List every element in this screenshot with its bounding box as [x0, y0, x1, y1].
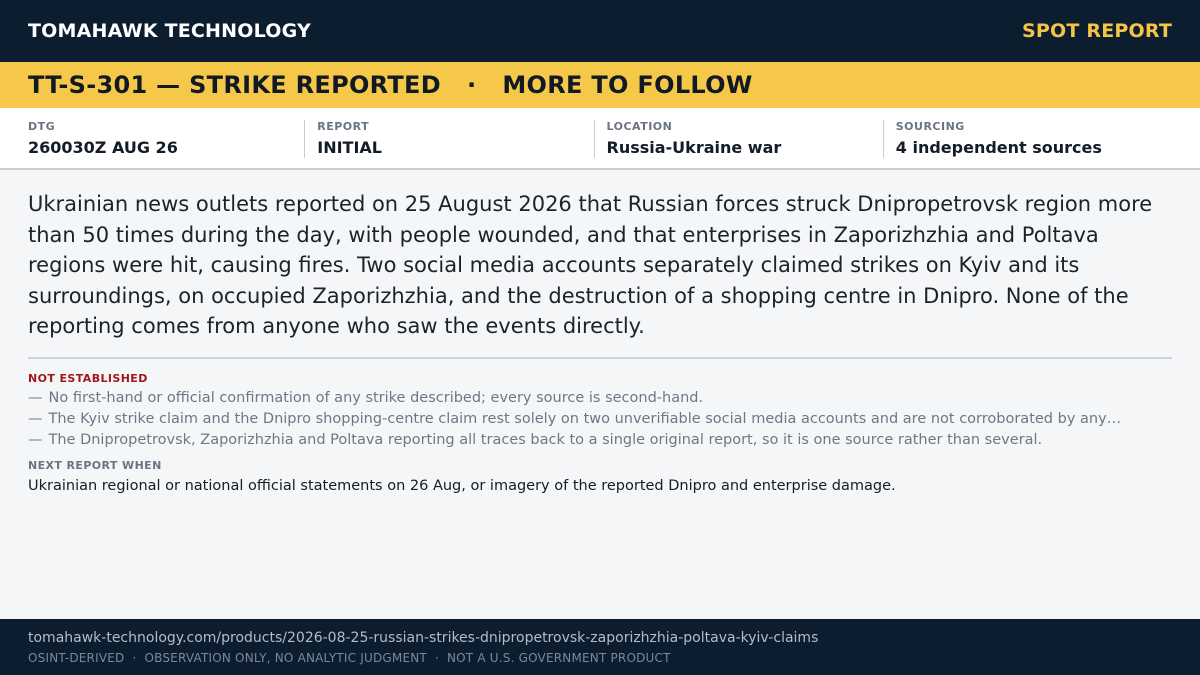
disclaimer-separator: · — [132, 651, 137, 665]
meta-report — [304, 120, 593, 158]
report-kind: SPOT REPORT — [1022, 20, 1172, 42]
footer-disclaimers — [28, 650, 1172, 666]
not-established-label: NOT ESTABLISHED — [28, 372, 148, 385]
meta-dtg-value: 260030Z AUG 26 — [28, 138, 178, 157]
meta-location — [594, 120, 883, 158]
section-divider — [28, 357, 1172, 359]
disclaimer-not-usg: NOT A U.S. GOVERNMENT PRODUCT — [446, 651, 671, 665]
footer — [0, 619, 1200, 675]
meta-dtg-label: DTG — [28, 120, 56, 133]
meta-sourcing-value: 4 independent sources — [895, 138, 1102, 157]
top-bar — [0, 0, 1200, 62]
headline-follow: MORE TO FOLLOW — [502, 71, 753, 99]
list-item-text: The Kyiv strike claim and the Dnipro shopping-centre claim rest solely on two unverifiable social media accounts and are not corroborated by any… — [48, 411, 1122, 427]
headline-separator: · — [466, 71, 477, 99]
meta-report-value: INITIAL — [317, 138, 382, 157]
footer-url[interactable]: tomahawk-technology.com/products/2026-08-25-russian-strikes-dnipropetrovsk-zaporizhzhia-poltava-kyiv-claims — [28, 630, 819, 646]
list-item-text: No first-hand or official confirmation of any strike described; every source is second-hand. — [48, 390, 704, 406]
meta-report-label: REPORT — [317, 120, 370, 133]
meta-dtg — [28, 120, 304, 158]
list-item — [28, 409, 1172, 430]
next-report-label: NEXT REPORT WHEN — [28, 459, 162, 472]
meta-location-value: Russia-Ukraine war — [606, 138, 782, 157]
disclaimer-observation: OBSERVATION ONLY, NO ANALYTIC JUDGMENT — [144, 651, 427, 665]
disclaimer-separator: · — [434, 651, 439, 665]
list-item — [28, 430, 1172, 451]
disclaimer-osint: OSINT-DERIVED — [28, 651, 125, 665]
not-established-list — [28, 388, 1172, 451]
brand-name: TOMAHAWK TECHNOLOGY — [28, 20, 311, 42]
dash-marker: — — [28, 390, 43, 406]
headline-banner — [0, 62, 1200, 108]
meta-strip — [0, 108, 1200, 170]
headline-title: TT-S-301 — STRIKE REPORTED — [28, 71, 441, 99]
dash-marker: — — [28, 411, 43, 427]
list-item-text: The Dnipropetrovsk, Zaporizhzhia and Poltava reporting all traces back to a single original report, so it is one source rather than several. — [48, 432, 1043, 448]
next-report-text: Ukrainian regional or national official statements on 26 Aug, or imagery of the reported Dnipro and enterprise damage. — [28, 478, 896, 494]
meta-sourcing — [883, 120, 1172, 158]
meta-sourcing-label: SOURCING — [895, 120, 965, 133]
dash-marker: — — [28, 432, 43, 448]
meta-location-label: LOCATION — [606, 120, 673, 133]
list-item — [28, 388, 1172, 409]
summary-paragraph: Ukrainian news outlets reported on 25 August 2026 that Russian forces struck Dnipropetrovsk region more than 50 times during the day, with people wounded, and that enterprises in Zaporizhzhia and Poltava regions were hit, causing fires. Two social media accounts separately claimed strikes on Kyiv and its surroundings, on occupied Zaporizhzhia, and the destruction of a shopping centre in Dnipro. None of the reporting comes from anyone who saw the events directly. — [28, 192, 1153, 338]
